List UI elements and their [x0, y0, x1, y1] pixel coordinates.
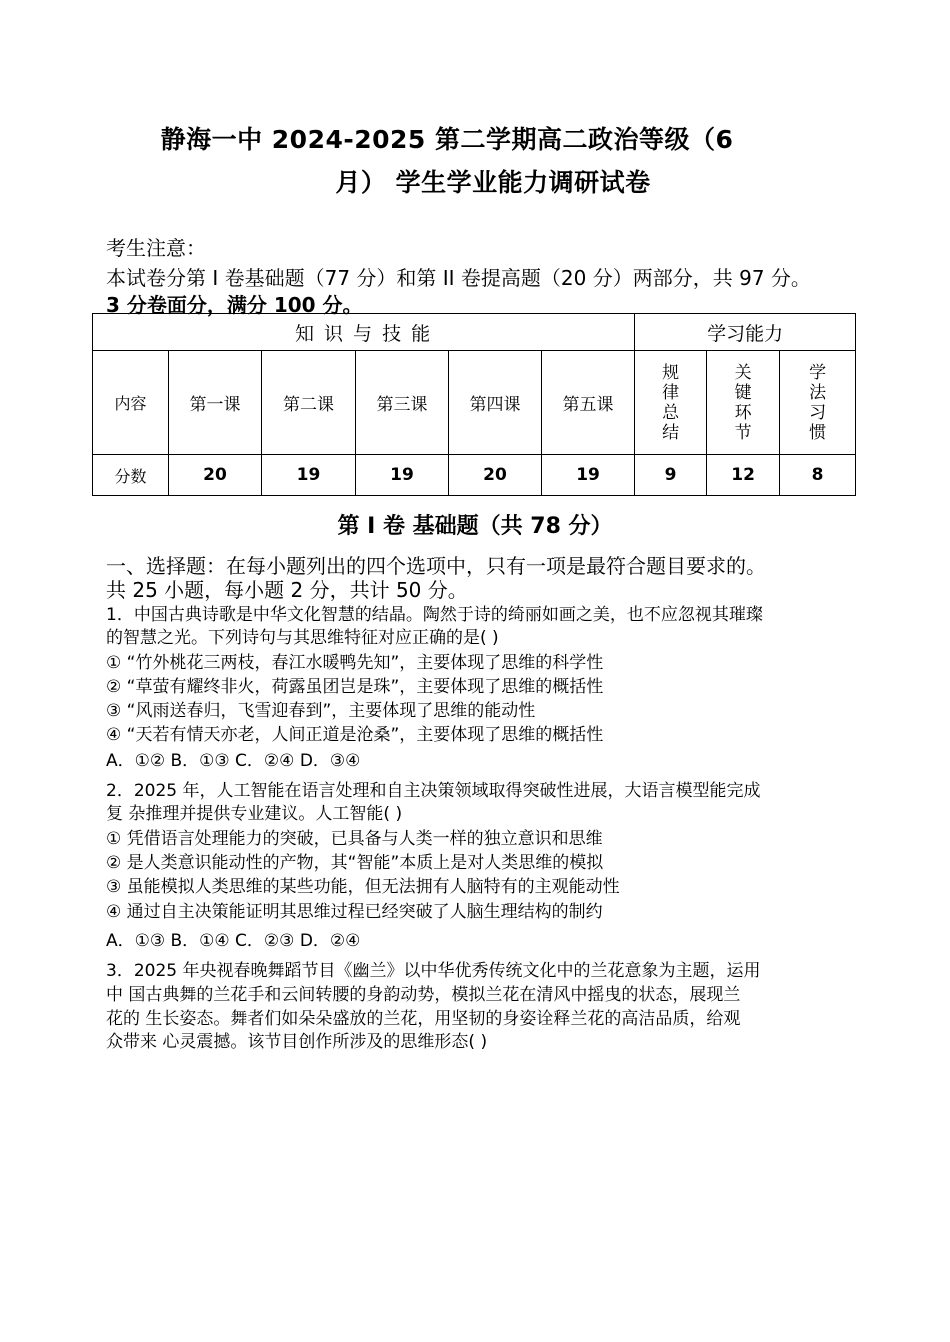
question-2-item-4: ④ 通过自主决策能证明其思维过程已经突破了人脑生理结构的制约: [106, 902, 603, 922]
question-3-stem-line-4: 众带来 心灵震撼。该节目创作所涉及的思维形态( ): [106, 1032, 488, 1052]
question-1-choices: A．①② B．①③ C．②④ D．③④: [106, 751, 361, 771]
score-cell: 19: [262, 455, 356, 496]
question-3-stem-line-1: 3．2025 年央视春晚舞蹈节目《幽兰》以中华优秀传统文化中的兰花意象为主题，运用: [106, 961, 761, 981]
table-col-lesson-5: 第五课: [542, 351, 635, 455]
score-cell: 8: [780, 455, 856, 496]
score-cell: 20: [449, 455, 542, 496]
score-cell: 12: [707, 455, 780, 496]
section-title: 第 I 卷 基础题（共 78 分）: [337, 514, 613, 539]
table-col-lesson-3: 第三课: [356, 351, 449, 455]
table-col-ability-2-cell: [707, 351, 780, 455]
notice-line-2: 3 分卷面分，满分 100 分。: [106, 293, 363, 317]
notice-line-1: 本试卷分第 I 卷基础题（77 分）和第 II 卷提高题（20 分）两部分，共 97 分。: [106, 266, 811, 290]
page-title-line-1: 静海一中 2024-2025 第二学期高二政治等级（6: [160, 125, 734, 154]
table-group-knowledge: 知 识 与 技 能: [93, 314, 635, 351]
question-2-stem-line-2: 复 杂推理并提供专业建议。人工智能( ): [106, 804, 403, 824]
score-cell: 20: [169, 455, 262, 496]
question-1-item-3: ③ “风雨送春归，飞雪迎春到”，主要体现了思维的能动性: [106, 701, 536, 721]
question-2-item-1: ① 凭借语言处理能力的突破，已具备与人类一样的独立意识和思维: [106, 829, 603, 849]
score-cell: 19: [542, 455, 635, 496]
question-2-item-2: ② 是人类意识能动性的产物，其“智能”本质上是对人类思维的模拟: [106, 853, 604, 873]
table-col-ability-3-cell: [780, 351, 856, 455]
notice-heading: 考生注意：: [106, 236, 206, 260]
table-col-ability-1-cell: [635, 351, 707, 455]
score-table: [92, 313, 856, 496]
question-1-stem-line-2: 的智慧之光。下列诗句与其思维特征对应正确的是( ): [106, 628, 499, 648]
question-2-choices: A．①③ B．①④ C．②③ D．②④: [106, 931, 361, 951]
question-2-stem-line-1: 2．2025 年，人工智能在语言处理和自主决策领域取得突破性进展，大语言模型能完成: [106, 781, 761, 801]
question-1-stem-line-1: 1．中国古典诗歌是中华文化智慧的结晶。陶然于诗的绮丽如画之美，也不应忽视其璀璨: [106, 605, 763, 625]
section-instructions-2: 共 25 小题，每小题 2 分，共计 50 分。: [106, 578, 468, 602]
question-1-item-1: ① “竹外桃花三两枝，春江水暖鸭先知”，主要体现了思维的科学性: [106, 653, 604, 673]
score-cell: 19: [356, 455, 449, 496]
table-group-ability: 学习能力: [635, 314, 856, 351]
table-col-ability-1: 规 律 总 结: [662, 362, 680, 443]
table-col-lesson-2: 第二课: [262, 351, 356, 455]
table-row-label-content: 内容: [93, 351, 169, 455]
question-1-item-2: ② “草萤有耀终非火，荷露虽团岂是珠”，主要体现了思维的概括性: [106, 677, 604, 697]
section-instructions-1: 一、选择题：在每小题列出的四个选项中，只有一项是最符合题目要求的。: [106, 554, 766, 578]
table-row-label-score: 分数: [93, 455, 169, 496]
table-col-ability-3: 学 法 习 惯: [809, 362, 827, 443]
question-3-stem-line-3: 花的 生长姿态。舞者们如朵朵盛放的兰花，用坚韧的身姿诠释兰花的高洁品质，给观: [106, 1009, 741, 1029]
question-1-item-4: ④ “天若有情天亦老，人间正道是沧桑”，主要体现了思维的概括性: [106, 725, 604, 745]
score-cell: 9: [635, 455, 707, 496]
table-col-ability-2: 关 键 环 节: [734, 362, 752, 443]
question-3-stem-line-2: 中 国古典舞的兰花手和云间转腰的身韵动势，模拟兰花在清风中摇曳的状态，展现兰: [106, 985, 741, 1005]
table-col-lesson-4: 第四课: [449, 351, 542, 455]
page-title-line-2: 月） 学生学业能力调研试卷: [335, 168, 651, 197]
question-2-item-3: ③ 虽能模拟人类思维的某些功能，但无法拥有人脑特有的主观能动性: [106, 877, 620, 897]
table-col-lesson-1: 第一课: [169, 351, 262, 455]
